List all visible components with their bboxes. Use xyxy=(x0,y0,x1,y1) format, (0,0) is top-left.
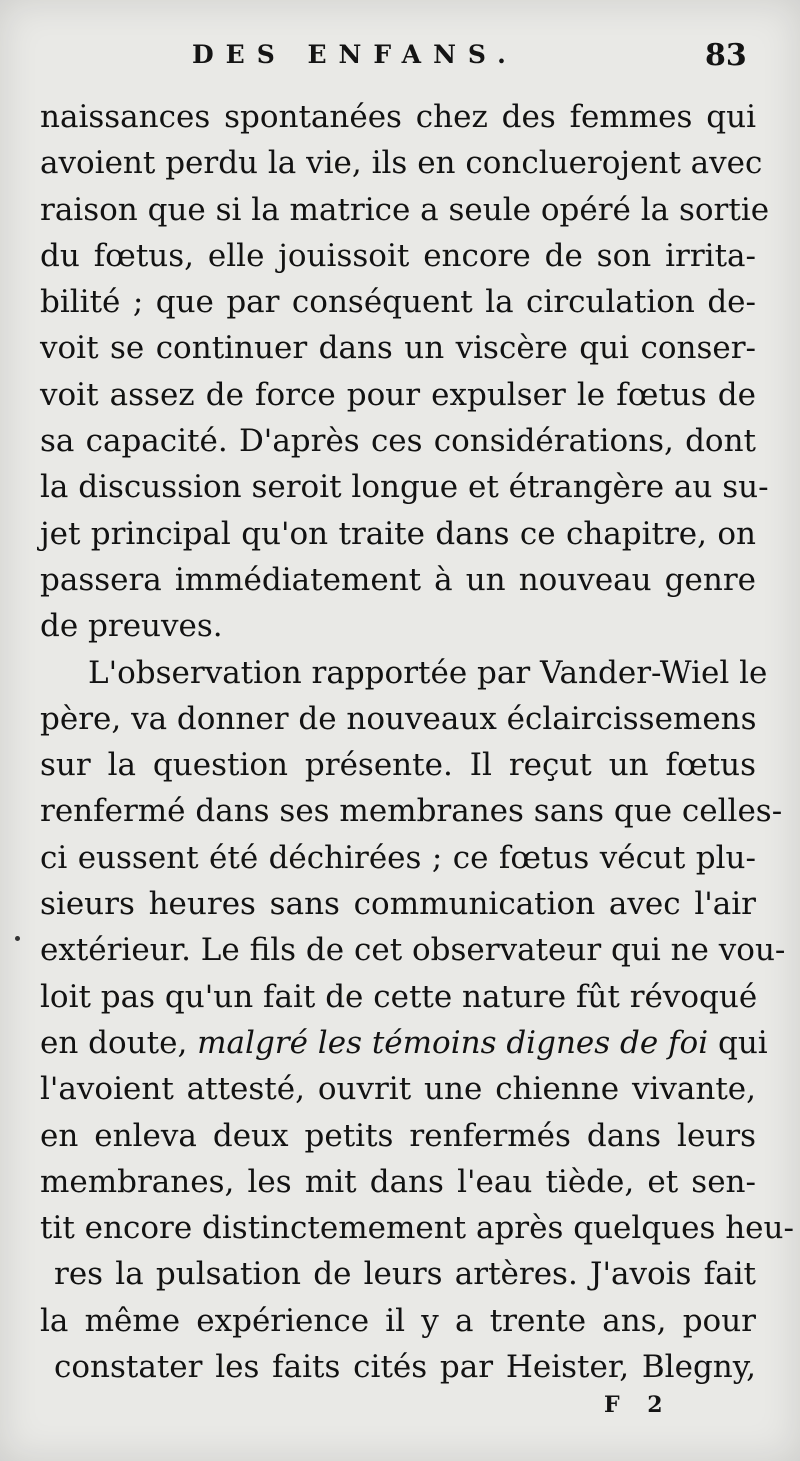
text-line-with-italic xyxy=(40,1020,768,1066)
text-run: qui xyxy=(708,1024,768,1061)
text-line: loit pas qu'un fait de cette nature fût révoqué xyxy=(40,978,758,1015)
ink-speck xyxy=(15,936,20,941)
italic-phrase: malgré les témoins dignes de foi xyxy=(197,1024,709,1061)
text-line: la discussion seroit longue et étrangère au su- xyxy=(40,469,769,506)
running-title: DES ENFANS. xyxy=(192,40,518,69)
running-head xyxy=(0,38,800,78)
text-line: extérieur. Le fils de cet observateur qui ne vou- xyxy=(40,932,786,969)
text-line: res la pulsation de leurs artères. J'avois fait xyxy=(54,1256,756,1293)
text-line: du fœtus, elle jouissoit encore de son irrita- xyxy=(40,237,756,274)
text-line: sa capacité. D'après ces considérations, dont xyxy=(40,423,756,460)
text-line: voit assez de force pour expulser le fœtus de xyxy=(40,376,756,413)
text-line: père, va donner de nouveaux éclaircissemens xyxy=(40,700,757,737)
text-line: la même expérience il y a trente ans, pour xyxy=(40,1302,756,1339)
text-line: ci eussent été déchirées ; ce fœtus vécut plu- xyxy=(40,839,756,876)
text-line: voit se continuer dans un viscère qui conser- xyxy=(40,330,756,367)
text-line: sieurs heures sans communication avec l'air xyxy=(40,886,756,923)
text-line: tit encore distinctemement après quelques heu- xyxy=(40,1210,794,1247)
text-run: en doute, xyxy=(40,1024,198,1061)
text-line: naissances spontanées chez des femmes qui xyxy=(40,99,756,135)
text-line: l'avoient attesté, ouvrit une chienne vivante, xyxy=(40,1071,756,1108)
text-line: constater les faits cités par Heister, Blegny, xyxy=(54,1349,756,1386)
text-line: de preuves. xyxy=(40,608,223,645)
text-line: passera immédiatement à un nouveau genre xyxy=(40,561,756,598)
signature-mark: F 2 xyxy=(604,1392,673,1418)
page-number: 83 xyxy=(705,38,747,73)
text-line: L'observation rapportée par Vander-Wiel le xyxy=(88,654,768,691)
text-line: jet principal qu'on traite dans ce chapitre, on xyxy=(40,515,756,552)
text-line: avoient perdu la vie, ils en concluerojent avec xyxy=(40,145,763,182)
text-line: raison que si la matrice a seule opéré la sortie xyxy=(40,191,770,228)
text-line: sur la question présente. Il reçut un fœtus xyxy=(40,747,756,784)
text-line: en enleva deux petits renfermés dans leurs xyxy=(40,1117,756,1154)
body-text xyxy=(40,94,794,1390)
text-line: membranes, les mit dans l'eau tiède, et sen- xyxy=(40,1163,756,1200)
text-line: renfermé dans ses membranes sans que celles- xyxy=(40,793,783,830)
text-line: bilité ; que par conséquent la circulation de- xyxy=(40,284,756,321)
